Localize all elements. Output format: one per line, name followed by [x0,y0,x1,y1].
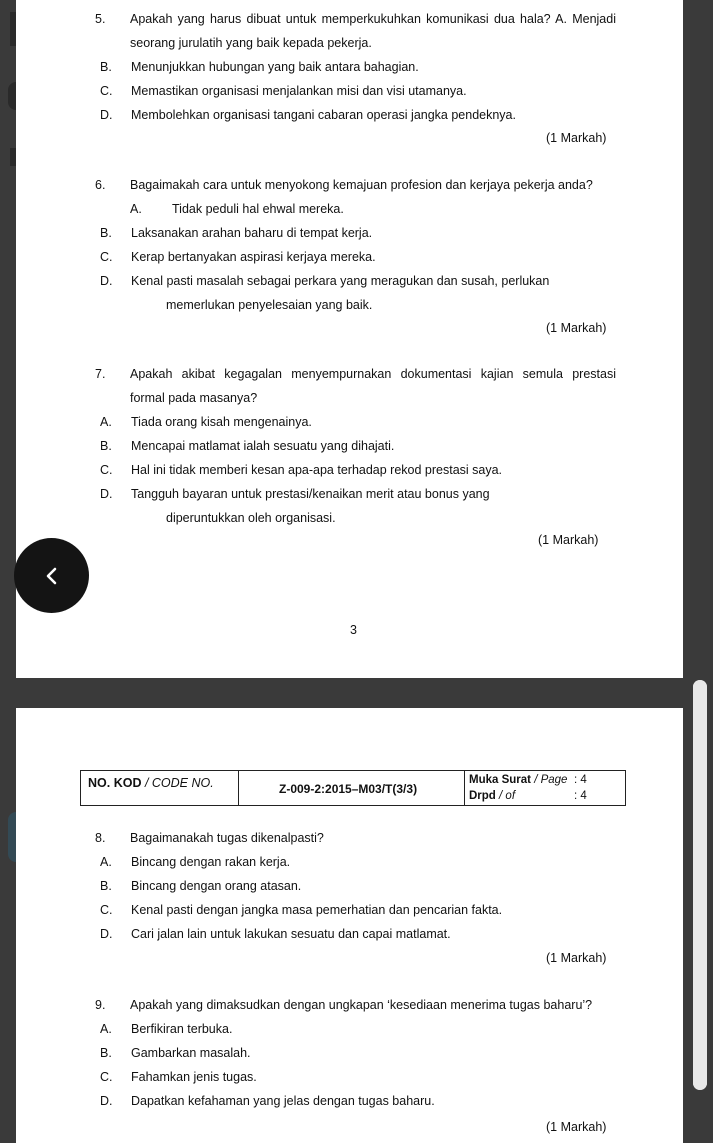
q5-option-d-text: Membolehkan organisasi tangani cabaran operasi jangka pendeknya. [131,108,516,122]
q5-option-c-letter: C. [100,84,113,98]
q7-option-b-text: Mencapai matlamat ialah sesuatu yang dihajati. [131,439,395,453]
q8-option-d-letter: D. [100,927,113,941]
q7-option-a-letter: A. [100,415,112,429]
q5-markah: (1 Markah) [546,131,607,145]
code-header-table [80,770,626,806]
q5-option-c-text: Memastikan organisasi menjalankan misi dan visi utamanya. [131,84,467,98]
q8-option-a-text: Bincang dengan rakan kerja. [131,855,291,869]
q7-number: 7. [95,367,106,381]
q7-option-d-letter: D. [100,487,113,501]
of-label: Drpd / of [469,790,516,802]
q6-number: 6. [95,178,106,192]
side-mark-lower [8,812,16,862]
q9-option-b-letter: B. [100,1046,112,1060]
q6-markah: (1 Markah) [546,321,607,335]
code-label: NO. KOD / CODE NO. [88,776,214,790]
q9-option-c-letter: C. [100,1070,113,1084]
q8-option-b-letter: B. [100,879,112,893]
q6-option-b-letter: B. [100,226,112,240]
q7-option-c-letter: C. [100,463,113,477]
q9-question: Apakah yang dimaksudkan dengan ungkapan ‘kesediaan menerima tugas baharu’? [130,998,593,1012]
q8-option-d-text: Cari jalan lain untuk lakukan sesuatu dan capai matlamat. [131,927,451,941]
q8-question: Bagaimanakah tugas dikenalpasti? [130,831,324,845]
q5-question-line1: Apakah yang harus dibuat untuk memperkukuhkan komunikasi dua hala? A. Menjadi [130,12,616,26]
page-value: : 4 [574,774,587,786]
q6-option-d-text-cont: memerlukan penyelesaian yang baik. [166,298,373,312]
q8-option-b-text: Bincang dengan orang atasan. [131,879,302,893]
q6-option-c-text: Kerap bertanyakan aspirasi kerjaya mereka. [131,250,376,264]
q9-number: 9. [95,998,106,1012]
q9-option-c-text: Fahamkan jenis tugas. [131,1070,257,1084]
q7-question-line1: Apakah akibat kegagalan menyempurnakan dokumentasi kajian semula prestasi [130,367,616,381]
page-label: Muka Surat / Page [469,774,568,786]
back-button[interactable] [14,538,89,613]
q6-option-a-text: Tidak peduli hal ehwal mereka. [172,202,344,216]
q6-option-d-text: Kenal pasti masalah sebagai perkara yang meragukan dan susah, perlukan [131,274,550,288]
q9-markah: (1 Markah) [546,1120,607,1134]
q8-option-c-letter: C. [100,903,113,917]
q8-number: 8. [95,831,106,845]
q6-option-c-letter: C. [100,250,113,264]
q7-markah: (1 Markah) [538,533,599,547]
q6-question: Bagaimakah cara untuk menyokong kemajuan profesion dan kerjaya pekerja anda? [130,178,593,192]
q6-option-d-letter: D. [100,274,113,288]
q6-option-b-text: Laksanakan arahan baharu di tempat kerja. [131,226,373,240]
q7-option-a-text: Tiada orang kisah mengenainya. [131,415,312,429]
scrollbar-track[interactable] [693,680,707,1090]
code-value-cell [239,771,465,805]
q7-question-line2: formal pada masanya? [130,391,258,405]
q5-option-b-text: Menunjukkan hubungan yang baik antara bahagian. [131,60,419,74]
q5-option-b-letter: B. [100,60,112,74]
q8-option-a-letter: A. [100,855,112,869]
q8-markah: (1 Markah) [546,951,607,965]
scrollbar-thumb[interactable] [693,680,707,1090]
document-page-3 [16,0,683,678]
q6-option-a-letter: A. [130,202,142,216]
q5-number: 5. [95,12,106,26]
q9-option-d-text: Dapatkan kefahaman yang jelas dengan tugas baharu. [131,1094,435,1108]
q7-option-d-text: Tangguh bayaran untuk prestasi/kenaikan merit atau bonus yang [131,487,490,501]
chevron-left-icon [41,565,63,587]
q9-option-d-letter: D. [100,1094,113,1108]
code-value: Z-009-2:2015–M03/T(3/3) [279,782,418,796]
q7-option-b-letter: B. [100,439,112,453]
q5-option-d-letter: D. [100,108,113,122]
side-mark-middle [8,82,16,110]
q7-option-d-text-cont: diperuntukkan oleh organisasi. [166,511,336,525]
q7-option-c-text: Hal ini tidak memberi kesan apa-apa terhadap rekod prestasi saya. [131,463,503,477]
code-label-cell [81,771,239,805]
q5-question-line2: seorang jurulatih yang baik kepada pekerja. [130,36,372,50]
q9-option-a-text: Berfikiran terbuka. [131,1022,233,1036]
q8-option-c-text: Kenal pasti dengan jangka masa pemerhatian dan pencarian fakta. [131,903,503,917]
of-value: : 4 [574,790,587,802]
q9-option-a-letter: A. [100,1022,112,1036]
page-number: 3 [350,623,357,637]
page-info-cell [465,771,625,805]
q9-option-b-text: Gambarkan masalah. [131,1046,251,1060]
document-page-4 [16,708,683,1143]
